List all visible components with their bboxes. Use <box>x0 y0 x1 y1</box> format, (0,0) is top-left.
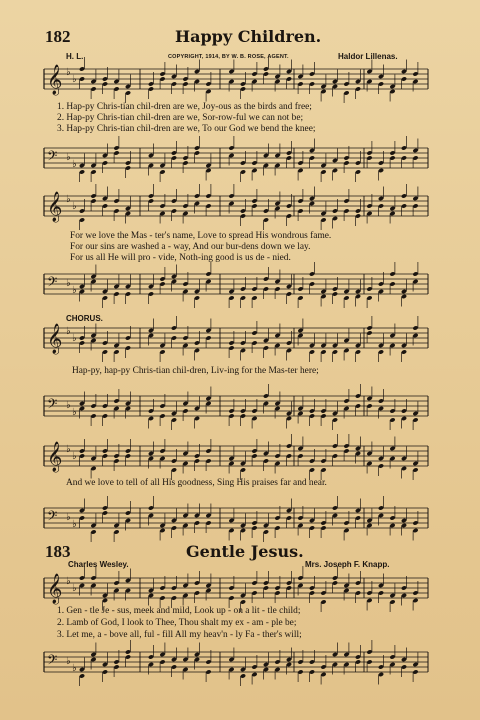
flat-sign-icon: ♭ <box>66 576 71 587</box>
bass-clef-icon: 𝄢 <box>47 652 58 671</box>
flat-sign-icon: ♭ <box>66 194 71 205</box>
hymn-number: 183 <box>45 542 71 561</box>
bass-clef-icon: 𝄢 <box>47 396 58 415</box>
lyric-line: For our sins are washed a - way, And our bur-dens down we lay. <box>70 242 311 252</box>
flat-sign-icon: ♭ <box>66 278 71 289</box>
flat-sign-icon: ♭ <box>72 519 77 530</box>
flat-sign-icon: ♭ <box>66 400 71 411</box>
hymn-title: Gentle Jesus. <box>186 542 304 561</box>
lyric-line: 2. Hap-py Chris-tian chil-dren are we, Sor-row-ful we can not be; <box>57 113 304 123</box>
lyric-line: 3. Hap-py Chris-tian chil-dren are we, To our God we bend the knee; <box>57 124 316 134</box>
chorus-label: CHORUS. <box>66 314 103 323</box>
treble-clef-icon: 𝄞 <box>47 324 63 354</box>
lyric-line: 2. Lamb of God, I look to Thee, Thou shalt my ex - am - ple be; <box>57 618 297 628</box>
music-staff-treble <box>44 63 428 103</box>
flat-sign-icon: ♭ <box>72 201 77 212</box>
flat-sign-icon: ♭ <box>72 583 77 594</box>
music-staff-bass <box>44 390 428 430</box>
hymn-number: 182 <box>45 27 71 46</box>
copyright-notice: COPYRIGHT, 1914, BY W. B. ROSE, AGENT. <box>168 54 289 60</box>
flat-sign-icon: ♭ <box>66 444 71 455</box>
composer-credit: Haldor Lillenas. <box>338 52 398 61</box>
treble-clef-icon: 𝄞 <box>47 65 63 95</box>
flat-sign-icon: ♭ <box>66 67 71 78</box>
music-staff-bass <box>44 268 428 308</box>
bass-clef-icon: 𝄢 <box>47 148 58 167</box>
music-staff-bass <box>44 142 428 182</box>
flat-sign-icon: ♭ <box>72 74 77 85</box>
flat-sign-icon: ♭ <box>66 326 71 337</box>
composer-credit: Mrs. Joseph F. Knapp. <box>305 560 390 569</box>
music-staff-treble <box>44 322 428 362</box>
hymn-title: Happy Children. <box>175 27 322 46</box>
lyric-line: 1. Gen - tle Je - sus, meek and mild, Look up - on a lit - tle child; <box>57 606 301 616</box>
treble-clef-icon: 𝄞 <box>47 192 63 222</box>
music-staff-bass <box>44 646 428 686</box>
flat-sign-icon: ♭ <box>72 407 77 418</box>
lyric-line: Hap-py, hap-py Chris-tian chil-dren, Liv-ing for the Mas-ter here; <box>72 366 319 376</box>
music-staff-treble <box>44 190 428 230</box>
bass-clef-icon: 𝄢 <box>47 274 58 293</box>
flat-sign-icon: ♭ <box>72 159 77 170</box>
lyric-line: 3. Let me, a - bove all, ful - fill All my heav'n - ly Fa - ther's will; <box>57 630 302 640</box>
flat-sign-icon: ♭ <box>72 333 77 344</box>
treble-clef-icon: 𝄞 <box>47 574 63 604</box>
author-credit: Charles Wesley. <box>68 560 129 569</box>
music-staff-treble <box>44 440 428 480</box>
flat-sign-icon: ♭ <box>72 663 77 674</box>
flat-sign-icon: ♭ <box>72 451 77 462</box>
lyric-line: For we love the Mas - ter's name, Love to spread His wondrous fame. <box>70 231 332 241</box>
flat-sign-icon: ♭ <box>66 656 71 667</box>
treble-clef-icon: 𝄞 <box>47 442 63 472</box>
meter-label: H. L. <box>66 52 84 61</box>
flat-sign-icon: ♭ <box>66 512 71 523</box>
lyric-line: For us all He will pro - vide, Noth-ing good is us de - nied. <box>70 253 291 263</box>
flat-sign-icon: ♭ <box>66 152 71 163</box>
lyric-line: 1. Hap-py Chris-tian chil-dren are we, Joy-ous as the birds and free; <box>57 102 312 112</box>
flat-sign-icon: ♭ <box>72 285 77 296</box>
bass-clef-icon: 𝄢 <box>47 508 58 527</box>
music-staff-bass <box>44 502 428 542</box>
lyric-line: And we love to tell of all His goodness, Sing His praises far and near. <box>66 478 327 488</box>
